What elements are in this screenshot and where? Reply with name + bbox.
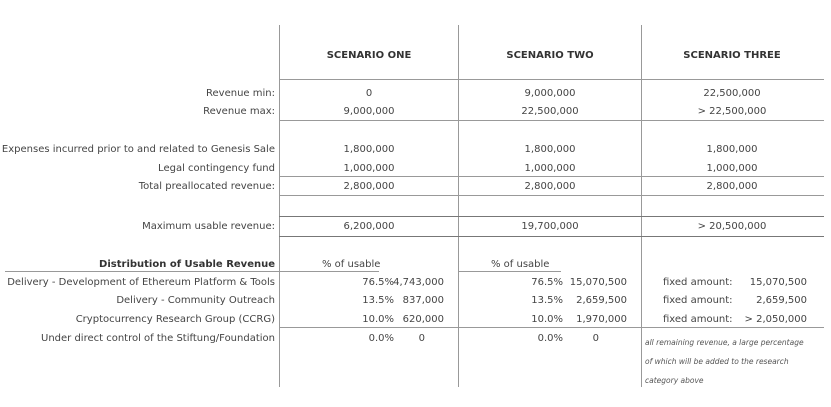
dist-row-1-s3-amt: 15,070,500: [749, 277, 807, 288]
header-rule: [279, 79, 824, 80]
dist-row-3-s1-amt: 620,000: [402, 314, 444, 325]
max-usable-box-bottom: [279, 236, 824, 237]
revenue-min-label: Revenue min:: [206, 88, 275, 99]
expenses-s2: 1,800,000: [524, 144, 576, 155]
dist-row-3-s3-label: fixed amount:: [663, 314, 733, 325]
dist-row-3-label: Cryptocurrency Research Group (CCRG): [75, 314, 275, 325]
max-usable-s1: 6,200,000: [343, 221, 395, 232]
total-prealloc-label: Total preallocated revenue:: [138, 181, 275, 192]
pct-header-s2: % of usable: [491, 259, 550, 270]
dist-row-1-s1-amt: 4,743,000: [393, 277, 444, 288]
legal-s3: 1,000,000: [706, 163, 758, 174]
max-usable-s3: > 20,500,000: [697, 221, 767, 232]
max-usable-label: Maximum usable revenue:: [142, 221, 275, 232]
pct-header-s1: % of usable: [322, 259, 381, 270]
dist-row-1-s2-amt: 15,070,500: [569, 277, 627, 288]
dist-row-2-s3-label: fixed amount:: [663, 295, 733, 306]
dist-row-1-s3-label: fixed amount:: [663, 277, 733, 288]
total-prealloc-s2: 2,800,000: [524, 181, 576, 192]
revenue-max-s3: > 22,500,000: [697, 106, 767, 117]
remaining-revenue-note-line-2: of which will be added to the research: [645, 357, 789, 366]
max-usable-box-top: [279, 216, 824, 217]
dist-row-1-s1-pct: 76.5%: [362, 277, 394, 288]
distribution-rule-s1: [279, 271, 379, 272]
legal-s2: 1,000,000: [524, 163, 576, 174]
revenue-max-label: Revenue max:: [203, 106, 275, 117]
dist-row-3-rule: [279, 327, 824, 328]
scenario-two-header: SCENARIO TWO: [506, 50, 594, 61]
legal-s1: 1,000,000: [343, 163, 395, 174]
revenue-min-s2: 9,000,000: [524, 88, 576, 99]
dist-row-1-s2-pct: 76.5%: [531, 277, 563, 288]
dist-row-1-label: Delivery - Development of Ethereum Platform & Tools: [7, 277, 275, 288]
revenue-max-rule: [279, 120, 824, 121]
scenario-three-header: SCENARIO THREE: [683, 50, 781, 61]
dist-row-4-s1-amt: 0: [418, 333, 425, 344]
dist-row-4-s2-pct: 0.0%: [537, 333, 563, 344]
legal-rule: [279, 176, 824, 177]
expenses-s3: 1,800,000: [706, 144, 758, 155]
dist-row-2-s1-pct: 13.5%: [362, 295, 394, 306]
expenses-s1: 1,800,000: [343, 144, 395, 155]
dist-row-2-label: Delivery - Community Outreach: [116, 295, 275, 306]
dist-row-2-s1-amt: 837,000: [402, 295, 444, 306]
revenue-min-s1: 0: [365, 88, 373, 99]
dist-row-4-label: Under direct control of the Stiftung/Foundation: [41, 333, 275, 344]
distribution-title: Distribution of Usable Revenue: [99, 259, 275, 270]
scenario-one-header: SCENARIO ONE: [326, 50, 412, 61]
dist-row-3-s2-amt: 1,970,000: [576, 314, 627, 325]
legal-label: Legal contingency fund: [158, 163, 275, 174]
expenses-label: Expenses incurred prior to and related to Genesis Sale: [1, 144, 275, 155]
remaining-revenue-note-line-1: all remaining revenue, a large percentage: [645, 338, 804, 347]
dist-row-2-s3-amt: 2,659,500: [756, 295, 807, 306]
total-prealloc-s3: 2,800,000: [706, 181, 758, 192]
dist-row-3-s3-amt: > 2,050,000: [744, 314, 807, 325]
distribution-rule-left: [5, 271, 279, 272]
dist-row-3-s2-pct: 10.0%: [531, 314, 563, 325]
dist-row-2-s2-pct: 13.5%: [531, 295, 563, 306]
total-prealloc-rule: [279, 195, 824, 196]
dist-row-4-s2-amt: 0: [592, 333, 599, 344]
revenue-min-s3: 22,500,000: [703, 88, 761, 99]
distribution-rule-s2: [458, 271, 561, 272]
revenue-max-s2: 22,500,000: [521, 106, 579, 117]
dist-row-2-s2-amt: 2,659,500: [576, 295, 627, 306]
max-usable-s2: 19,700,000: [521, 221, 579, 232]
total-prealloc-s1: 2,800,000: [343, 181, 395, 192]
dist-row-3-s1-pct: 10.0%: [362, 314, 394, 325]
revenue-max-s1: 9,000,000: [343, 106, 395, 117]
dist-row-4-s1-pct: 0.0%: [368, 333, 394, 344]
remaining-revenue-note-line-3: category above: [645, 376, 704, 385]
